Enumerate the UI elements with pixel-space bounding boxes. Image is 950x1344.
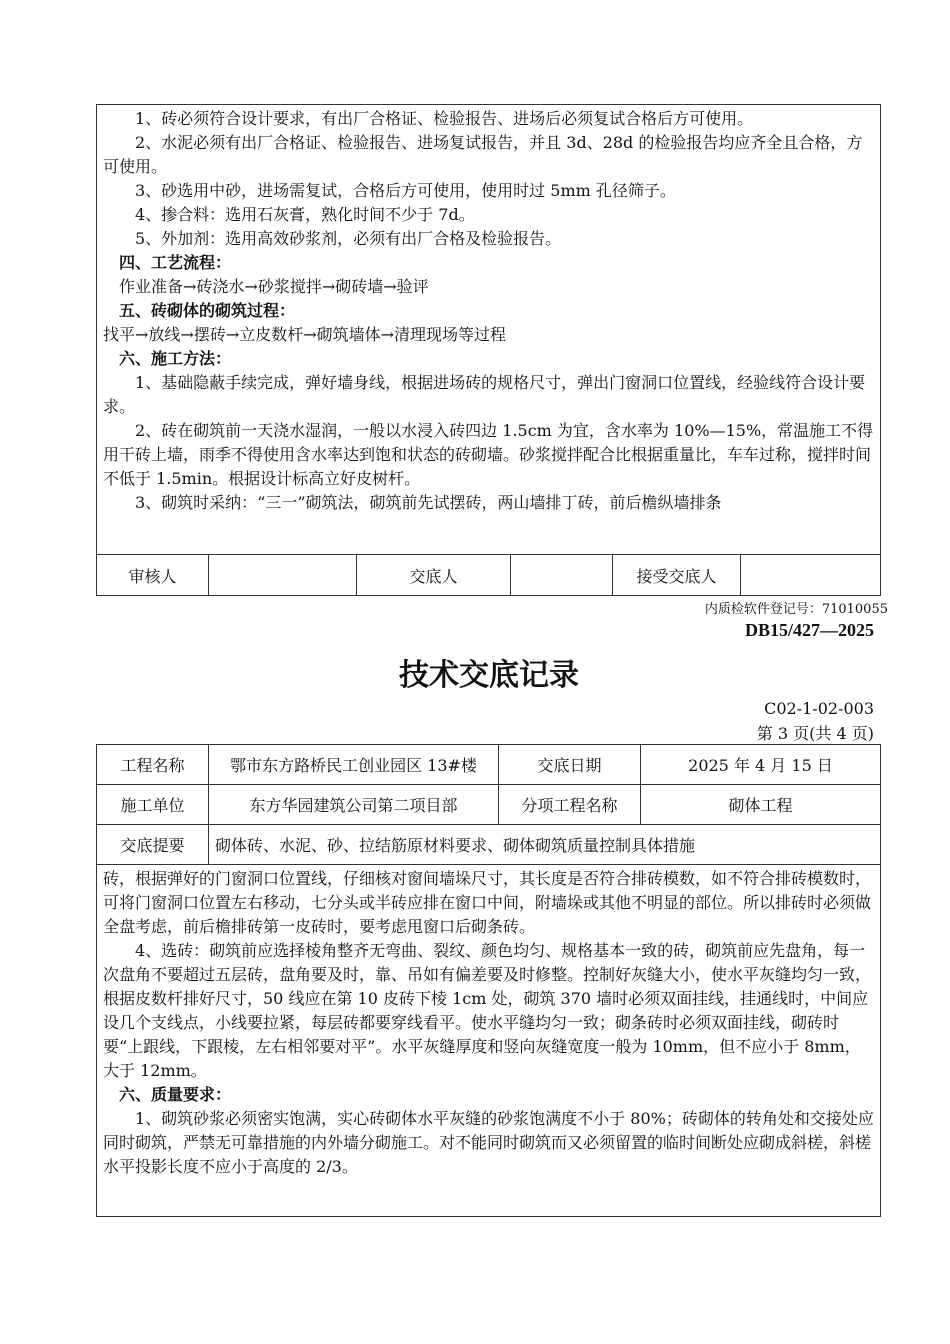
paragraph: 1、基础隐蔽手续完成，弹好墙身线，根据进场砖的规格尺寸，弹出门窗洞口位置线，经验线符合设计要求。 (103, 373, 866, 416)
paragraph: 1、砌筑砂浆必须密实饱满，实心砖砌体水平灰缝的砂浆饱满度不小于 80%；砖砌体的转角处和交接处应同时砌筑，严禁无可靠措施的内外墙分砌施工。对不能同时砌筑而又必须留置的临时间断处应砌成斜槎，斜槎水平投影长度不应小于高度的 2/3。 (103, 1109, 874, 1176)
signature-row (97, 554, 880, 595)
receiver-label: 接受交底人 (613, 555, 741, 595)
paragraph: 5、外加剂：选用高效砂浆剂，必须有出厂合格及检验报告。 (135, 229, 562, 248)
paragraph: 2、砖在砌筑前一天浇水湿润，一般以水浸入砖四边 1.5cm 为宜，含水率为 10%—15%，常温施工不得用干砖上墙，雨季不得使用含水率达到饱和状态的砖砌墙。砂浆搅拌配合比根据重量比，车车过称，搅拌时间不低于 1.5min。根据设计标高立好皮树杆。 (103, 421, 874, 488)
date-value: 2025 年 4 月 15 日 (641, 745, 881, 785)
section-heading: 六、施工方法： (119, 349, 232, 368)
subitem-value: 砌体工程 (641, 785, 881, 825)
paragraph: 找平→放线→摆砖→立皮数杆→砌筑墙体→清理现场等过程 (103, 325, 507, 344)
paragraph: 砖，根据弹好的门窗洞口位置线，仔细核对窗间墙垛尺寸，其长度是否符合排砖模数，如不符合排砖模数时，可将门窗洞口位置左右移动，七分头或半砖应排在窗口中间，附墙垛或其他不明显的部位。所以排砖时必须做全盘考虑，前后檐排砖第一皮砖时，要考虑甩窗口后砌条砖。 (103, 869, 872, 936)
paragraph: 4、掺合料：选用石灰膏，熟化时间不少于 7d。 (135, 205, 475, 224)
contractor-value: 东方华园建筑公司第二项目部 (209, 785, 499, 825)
project-name-label: 工程名称 (97, 745, 209, 785)
project-name-value: 鄂市东方路桥民工创业园区 13#楼 (209, 745, 499, 785)
paragraph: 作业准备→砖浇水→砂浆搅拌→砌砖墙→验评 (119, 277, 429, 296)
presenter-sign-field[interactable] (511, 555, 613, 595)
page1-content-box (96, 104, 881, 596)
presenter-label: 交底人 (357, 555, 511, 595)
subitem-label: 分项工程名称 (499, 785, 641, 825)
standard-code: DB15/427—2025 (744, 620, 874, 640)
paragraph: 3、砂选用中砂，进场需复试，合格后方可使用，使用时过 5mm 孔径筛子。 (135, 181, 676, 200)
form-code: C02-1-02-003 (764, 699, 874, 718)
paragraph: 2、水泥必须有出厂合格证、检验报告、进场复试报告，并且 3d、28d 的检验报告均应齐全且合格，方可使用。 (103, 133, 863, 176)
section-heading: 五、砖砌体的砌筑过程： (119, 301, 296, 320)
paragraph: 4、选砖：砌筑前应选择棱角整齐无弯曲、裂纹、颜色均匀、规格基本一致的砖，砌筑前应先盘角，每一次盘角不要超过五层砖，盘角要及时，靠、吊如有偏差要及时修整。控制好灰缝大小，使水平灰缝均匀一致，根据皮数杆排好尺寸，50 线应在第 10 皮砖下棱 1cm 处，砌筑 370 墙时必须双面挂线，挂通线时，中间应设几个支线点，小线要拉紧，每层砖都要穿线看平。使水平缝均匀一致；砌条砖时必须双面挂线，砌砖时要“上跟线，下跟棱，左右相邻要对平”。水平灰缝厚度和竖向灰缝宽度一般为 10mm，但不应小于 8mm，大于 12mm。 (103, 941, 872, 1080)
section-heading: 四、工艺流程： (119, 253, 232, 272)
software-registration: 内质检软件登记号：71010055 (704, 602, 888, 617)
page2-content-box (96, 865, 881, 1217)
page2-paragraphs (97, 867, 880, 1179)
paragraph: 3、砌筑时采纳：“三一”砌筑法，砌筑前先试摆砖，两山墙排丁砖，前后檐纵墙排条 (135, 493, 722, 512)
summary-value: 砌体砖、水泥、砂、拉结筋原材料要求、砌体砌筑质量控制具体措施 (209, 825, 881, 865)
summary-label: 交底提要 (97, 825, 209, 865)
receiver-sign-field[interactable] (741, 555, 880, 595)
section-heading: 六、质量要求： (119, 1085, 232, 1104)
page-info: 第 3 页(共 4 页) (756, 724, 874, 743)
contractor-label: 施工单位 (97, 785, 209, 825)
page-title: 技术交底记录 (399, 658, 579, 693)
page1-paragraphs (97, 105, 880, 515)
reviewer-sign-field[interactable] (209, 555, 357, 595)
date-label: 交底日期 (499, 745, 641, 785)
meta-table (96, 744, 881, 865)
reviewer-label: 审核人 (97, 555, 209, 595)
paragraph: 1、砖必须符合设计要求，有出厂合格证、检验报告、进场后必须复试合格后方可使用。 (135, 109, 754, 128)
